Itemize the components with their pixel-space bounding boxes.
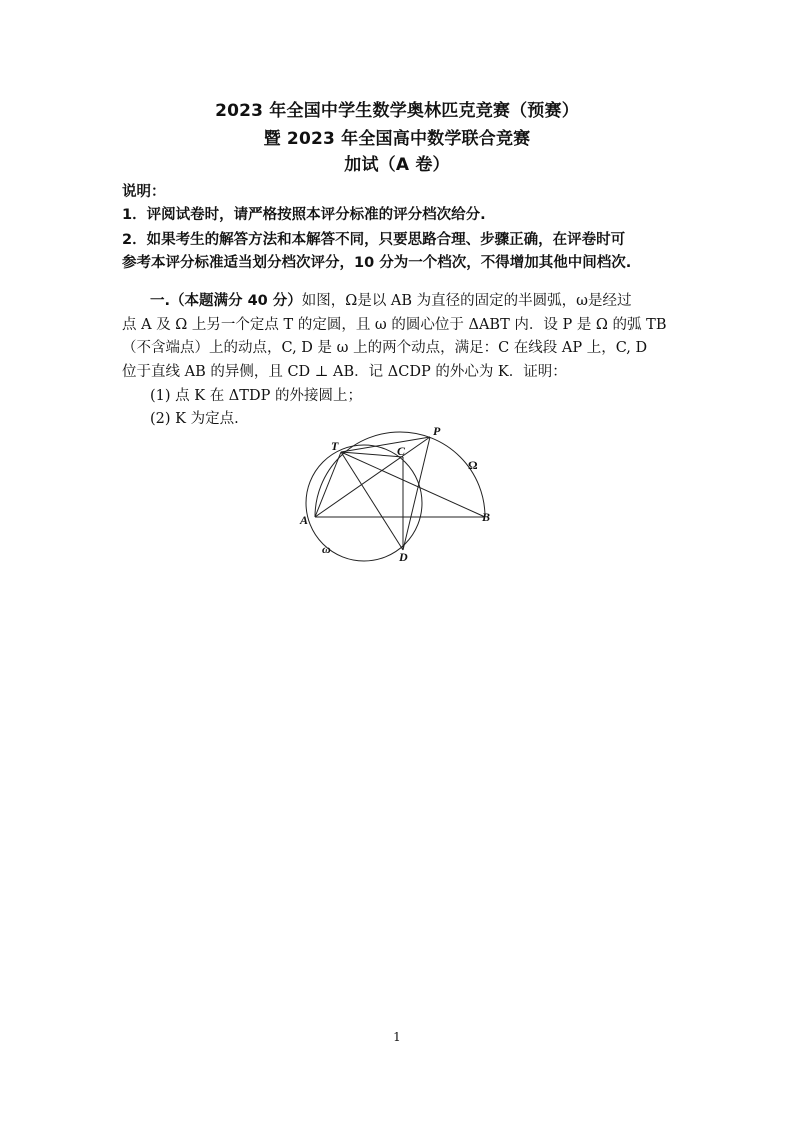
- label-Omega: Ω: [468, 458, 478, 472]
- problem-statement: [122, 290, 678, 384]
- title-line-3: 加试（A 卷）: [344, 155, 450, 175]
- problem-part-2: (2) K 为定点.: [150, 411, 239, 427]
- segment-AT: [315, 452, 341, 517]
- problem-line-1-text: 如图，Ω是以 AB 为直径的固定的半圆弧，ω是经过: [301, 293, 632, 309]
- problem-line-3: （不含端点）上的动点，C, D 是 ω 上的两个动点，满足：C 在线段 AP 上，C, D: [122, 340, 648, 356]
- label-T: T: [331, 439, 339, 453]
- problem-line-4: 位于直线 AB 的异侧，且 CD ⊥ AB．记 ΔCDP 的外心为 K．证明：: [122, 363, 567, 380]
- note-item-2-line-2: 参考本评分标准适当划分档次评分，10 分为一个档次，不得增加其他中间档次.: [122, 255, 632, 271]
- geometry-figure: [290, 420, 510, 570]
- problem-line-1: [122, 290, 678, 314]
- label-A: A: [300, 513, 309, 527]
- title-line-1: 2023 年全国中学生数学奥林匹克竞赛（预赛）: [215, 101, 579, 121]
- problem-part-1: (1) 点 K 在 ΔTDP 的外接圆上；: [150, 388, 362, 404]
- title-line-2: 暨 2023 年全国高中数学联合竞赛: [263, 129, 531, 149]
- segment-TP: [341, 437, 430, 452]
- label-D: D: [399, 550, 408, 564]
- label-B: B: [482, 510, 491, 524]
- note-item-2-line-1: 2．如果考生的解答方法和本解答不同，只要思路合理、步骤正确，在评卷时可: [122, 232, 626, 248]
- problem-number: 一.: [150, 293, 171, 309]
- notes-heading: 说明：: [122, 184, 166, 200]
- segment-TD: [341, 452, 403, 550]
- note-item-1: 1．评阅试卷时，请严格按照本评分标准的评分档次给分.: [122, 207, 486, 223]
- label-P: P: [433, 424, 441, 438]
- page-number: 1: [393, 1030, 401, 1044]
- label-omega: ω: [322, 542, 331, 556]
- problem-score: （本题满分 40 分）: [170, 293, 302, 309]
- problem-line-2: 点 A 及 Ω 上另一个定点 T 的定圆，且 ω 的圆心位于 ΔABT 内．设 P 是 Ω 的弧 TB: [122, 316, 667, 333]
- label-C: C: [397, 444, 406, 458]
- segment-PD: [403, 437, 430, 550]
